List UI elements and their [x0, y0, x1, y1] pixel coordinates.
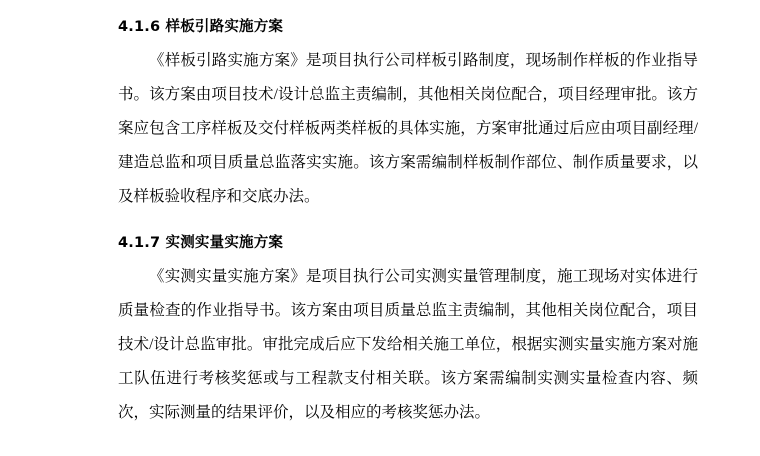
- document-body: [118, 10, 698, 430]
- section-4-1-7: [118, 226, 698, 430]
- section-heading: 4.1.7 实测实量实施方案: [118, 235, 284, 251]
- section-heading: 4.1.6 样板引路实施方案: [118, 19, 284, 35]
- section-paragraph: 《实测实量实施方案》是项目执行公司实测实量管理制度，施工现场对实体进行质量检查的作业指导书。该方案由项目质量总监主责编制，其他相关岗位配合，项目技术/设计总监审批。审批完成后应下发给相关施工单位，根据实测实量实施方案对施工队伍进行考核奖惩或与工程款支付相关联。该方案需编制实测实量检查内容、频次，实际测量的结果评价，以及相应的考核奖惩办法。: [118, 268, 698, 421]
- section-4-1-6: [118, 10, 698, 214]
- section-paragraph: 《样板引路实施方案》是项目执行公司样板引路制度，现场制作样板的作业指导书。该方案由项目技术/设计总监主责编制，其他相关岗位配合，项目经理审批。该方案应包含工序样板及交付样板两类样板的具体实施，方案审批通过后应由项目副经理/建造总监和项目质量总监落实实施。该方案需编制样板制作部位、制作质量要求，以及样板验收程序和交底办法。: [118, 52, 698, 205]
